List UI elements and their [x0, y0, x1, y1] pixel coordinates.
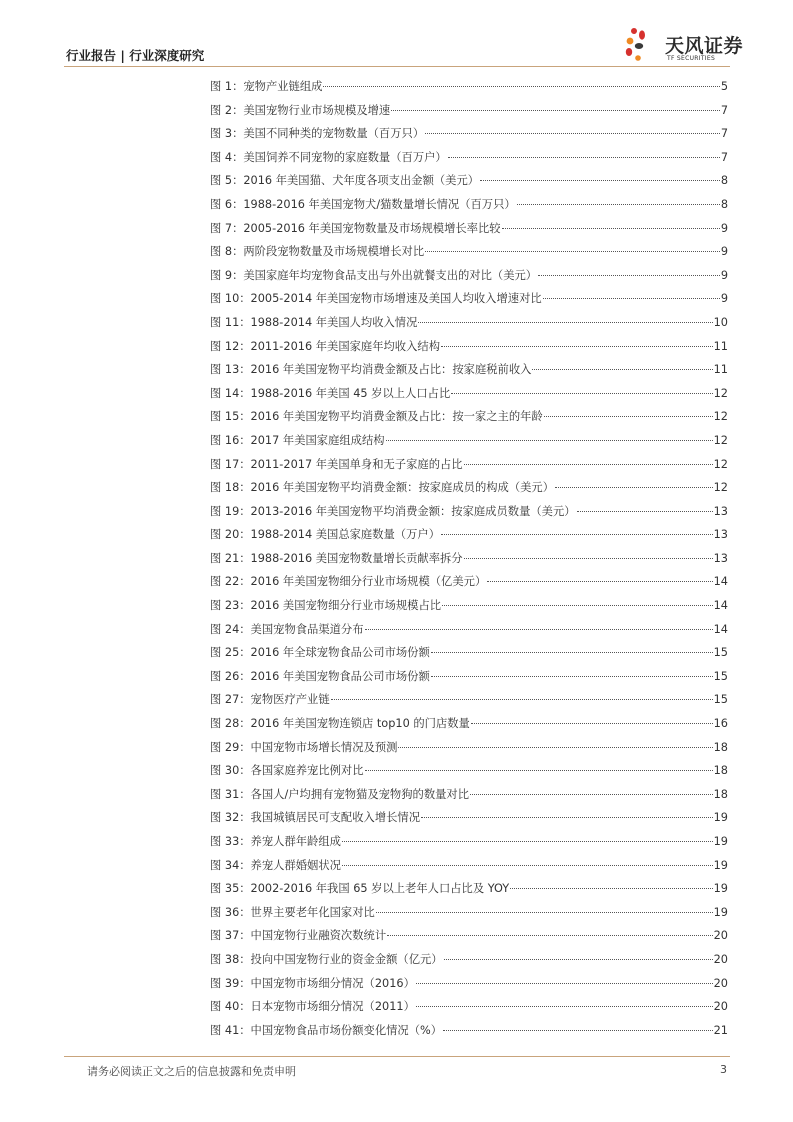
- toc-entry-title[interactable]: 图 27：宠物医疗产业链: [210, 693, 330, 707]
- toc-entry-page[interactable]: 12: [713, 457, 728, 471]
- toc-entry-title[interactable]: 图 12：2011-2016 年美国家庭年均收入结构: [210, 339, 440, 353]
- toc-entry-page[interactable]: 10: [713, 315, 728, 329]
- toc-entry[interactable]: [210, 193, 728, 217]
- toc-entry-page[interactable]: 19: [713, 905, 728, 919]
- toc-entry-page[interactable]: 21: [713, 1023, 728, 1037]
- header-divider: [64, 66, 730, 67]
- toc-entry-title[interactable]: 图 7：2005-2016 年美国宠物数量及市场规模增长率比较: [210, 221, 501, 235]
- toc-entry-page[interactable]: 16: [713, 717, 728, 731]
- toc-leader-dots: [470, 794, 713, 795]
- toc-entry[interactable]: [210, 641, 728, 665]
- toc-entry-page[interactable]: 14: [713, 575, 728, 589]
- toc-entry-title[interactable]: 图 40：日本宠物市场细分情况（2011）: [210, 1000, 415, 1014]
- toc-entry[interactable]: [210, 429, 728, 453]
- toc-entry-title[interactable]: 图 17：2011-2017 年美国单身和无子家庭的占比: [210, 457, 463, 471]
- toc-entry-title[interactable]: 图 26：2016 年美国宠物食品公司市场份额: [210, 669, 430, 683]
- toc-entry-page[interactable]: 12: [713, 410, 728, 424]
- toc-leader-dots: [398, 747, 712, 748]
- toc-entry-page[interactable]: 12: [713, 386, 728, 400]
- toc-entry[interactable]: [210, 948, 728, 972]
- toc-entry-page[interactable]: 9: [720, 221, 728, 235]
- toc-entry[interactable]: [210, 830, 728, 854]
- toc-entry[interactable]: [210, 169, 728, 193]
- toc-entry-page[interactable]: 18: [713, 764, 728, 778]
- toc-entry-title[interactable]: 图 23：2016 美国宠物细分行业市场规模占比: [210, 599, 442, 613]
- toc-leader-dots: [443, 1030, 713, 1031]
- toc-leader-dots: [425, 251, 720, 252]
- toc-entry[interactable]: [210, 736, 728, 760]
- toc-entry-title[interactable]: 图 34：养宠人群婚姻状况: [210, 858, 341, 872]
- toc-leader-dots: [532, 369, 712, 370]
- toc-entry-title[interactable]: 图 20：1988-2014 美国总家庭数量（万户）: [210, 528, 440, 542]
- toc-entry[interactable]: [210, 358, 728, 382]
- toc-entry-page[interactable]: 5: [720, 80, 728, 93]
- toc-entry-title[interactable]: 图 33：养宠人群年龄组成: [210, 835, 341, 848]
- toc-entry-page[interactable]: 20: [713, 929, 728, 943]
- toc-leader-dots: [418, 322, 712, 323]
- toc-entry-title[interactable]: 图 28：2016 年美国宠物连锁店 top10 的门店数量: [210, 717, 470, 731]
- toc-leader-dots: [441, 534, 713, 535]
- toc-entry[interactable]: [210, 570, 728, 594]
- report-category: 行业报告 | 行业深度研究: [66, 48, 205, 63]
- toc-entry-title[interactable]: 图 5：2016 年美国猫、犬年度各项支出金额（美元）: [210, 174, 480, 188]
- toc-entry[interactable]: [210, 217, 728, 241]
- toc-entry-title[interactable]: 图 1：宠物产业链组成: [210, 80, 323, 93]
- toc-entry-title[interactable]: 图 36：世界主要老年化国家对比: [210, 905, 375, 919]
- toc-entry-page[interactable]: 9: [720, 245, 728, 259]
- figure-index: [210, 75, 728, 1042]
- toc-leader-dots: [387, 935, 713, 936]
- toc-entry[interactable]: [210, 523, 728, 547]
- toc-leader-dots: [444, 959, 713, 960]
- toc-leader-dots: [421, 817, 713, 818]
- toc-leader-dots: [431, 676, 713, 677]
- toc-entry-page[interactable]: 7: [720, 150, 728, 164]
- toc-entry[interactable]: [210, 783, 728, 807]
- toc-entry[interactable]: [210, 972, 728, 996]
- toc-entry-page[interactable]: 15: [713, 646, 728, 660]
- toc-entry[interactable]: [210, 759, 728, 783]
- toc-entry[interactable]: [210, 547, 728, 571]
- toc-leader-dots: [471, 723, 713, 724]
- toc-entry[interactable]: [210, 806, 728, 830]
- toc-entry-title[interactable]: 图 11：1988-2014 年美国人均收入情况: [210, 315, 418, 329]
- toc-leader-dots: [342, 841, 713, 842]
- toc-leader-dots: [577, 511, 713, 512]
- toc-entry[interactable]: [210, 405, 728, 429]
- toc-leader-dots: [510, 888, 712, 889]
- toc-leader-dots: [425, 133, 720, 134]
- toc-entry-title[interactable]: 图 10：2005-2014 年美国宠物市场增速及美国人均收入增速对比: [210, 292, 542, 306]
- toc-leader-dots: [442, 605, 713, 606]
- toc-entry-page[interactable]: 14: [713, 599, 728, 613]
- toc-leader-dots: [543, 298, 720, 299]
- toc-entry[interactable]: [210, 476, 728, 500]
- toc-entry-title[interactable]: 图 24：美国宠物食品渠道分布: [210, 622, 364, 636]
- toc-leader-dots: [391, 110, 720, 111]
- toc-entry[interactable]: [210, 335, 728, 359]
- toc-entry-page[interactable]: 13: [713, 504, 728, 518]
- toc-entry-page[interactable]: 8: [720, 174, 728, 188]
- toc-entry[interactable]: [210, 240, 728, 264]
- toc-leader-dots: [502, 228, 720, 229]
- toc-entry[interactable]: [210, 665, 728, 689]
- toc-leader-dots: [487, 581, 712, 582]
- toc-leader-dots: [342, 865, 713, 866]
- toc-leader-dots: [441, 346, 713, 347]
- toc-entry-page[interactable]: 19: [713, 811, 728, 825]
- toc-leader-dots: [416, 1006, 713, 1007]
- toc-leader-dots: [376, 912, 713, 913]
- toc-entry[interactable]: [210, 453, 728, 477]
- toc-leader-dots: [544, 416, 713, 417]
- toc-leader-dots: [431, 652, 713, 653]
- toc-entry[interactable]: [210, 877, 728, 901]
- toc-entry-title[interactable]: 图 9：美国家庭年均宠物食品支出与外出就餐支出的对比（美元）: [210, 268, 538, 282]
- toc-entry-title[interactable]: 图 25：2016 年全球宠物食品公司市场份额: [210, 646, 430, 660]
- toc-entry-title[interactable]: 图 3：美国不同种类的宠物数量（百万只）: [210, 127, 425, 141]
- toc-entry-title[interactable]: 图 2：美国宠物行业市场规模及增速: [210, 103, 391, 117]
- toc-leader-dots: [365, 629, 713, 630]
- footer-divider: [64, 1056, 730, 1057]
- toc-entry-page[interactable]: 15: [713, 669, 728, 683]
- toc-entry-title[interactable]: 图 41：中国宠物食品市场份额变化情况（%）: [210, 1023, 443, 1037]
- toc-entry[interactable]: [210, 594, 728, 618]
- toc-entry-page[interactable]: 11: [713, 339, 728, 353]
- toc-leader-dots: [464, 464, 713, 465]
- toc-entry[interactable]: [210, 618, 728, 642]
- toc-entry-page[interactable]: 11: [713, 363, 728, 377]
- toc-entry-page[interactable]: 9: [720, 268, 728, 282]
- toc-entry-page[interactable]: 18: [713, 740, 728, 754]
- toc-entry-page[interactable]: 8: [720, 197, 728, 211]
- toc-entry-page[interactable]: 7: [720, 103, 728, 117]
- toc-entry-page[interactable]: 19: [713, 858, 728, 872]
- toc-entry[interactable]: [210, 264, 728, 288]
- toc-entry-title[interactable]: 图 16：2017 年美国家庭组成结构: [210, 433, 385, 447]
- toc-leader-dots: [386, 440, 713, 441]
- toc-entry-title[interactable]: 图 31：各国人/户均拥有宠物猫及宠物狗的数量对比: [210, 787, 470, 801]
- toc-leader-dots: [416, 983, 713, 984]
- page-number: 3: [720, 1063, 727, 1076]
- toc-entry-page[interactable]: 15: [713, 693, 728, 707]
- footer-disclaimer: 请务必阅读正文之后的信息披露和免责申明: [87, 1065, 296, 1078]
- toc-leader-dots: [517, 204, 720, 205]
- toc-leader-dots: [555, 487, 713, 488]
- toc-entry-page[interactable]: 14: [713, 622, 728, 636]
- company-logo: [620, 22, 744, 72]
- toc-entry-title[interactable]: 图 37：中国宠物行业融资次数统计: [210, 929, 387, 943]
- toc-entry-page[interactable]: 19: [713, 835, 728, 848]
- toc-entry-title[interactable]: 图 32：我国城镇居民可支配收入增长情况: [210, 811, 421, 825]
- toc-entry-page[interactable]: 12: [713, 481, 728, 495]
- toc-leader-dots: [451, 393, 712, 394]
- toc-entry[interactable]: [210, 287, 728, 311]
- toc-entry-title[interactable]: 图 22：2016 年美国宠物细分行业市场规模（亿美元）: [210, 575, 487, 589]
- toc-entry[interactable]: [210, 712, 728, 736]
- toc-entry-title[interactable]: 图 18：2016 年美国宠物平均消费金额：按家庭成员的构成（美元）: [210, 481, 555, 495]
- toc-entry-title[interactable]: 图 39：中国宠物市场细分情况（2016）: [210, 976, 415, 990]
- toc-leader-dots: [365, 770, 713, 771]
- toc-entry-title[interactable]: 图 14：1988-2016 年美国 45 岁以上人口占比: [210, 386, 451, 400]
- toc-entry-page[interactable]: 20: [713, 952, 728, 966]
- toc-entry-title[interactable]: 图 19：2013-2016 年美国宠物平均消费金额：按家庭成员数量（美元）: [210, 504, 576, 518]
- toc-leader-dots: [331, 699, 713, 700]
- toc-entry-page[interactable]: 13: [713, 551, 728, 565]
- toc-entry-title[interactable]: 图 38：投向中国宠物行业的资金金额（亿元）: [210, 952, 443, 966]
- toc-entry-page[interactable]: 9: [720, 292, 728, 306]
- toc-leader-dots: [464, 558, 713, 559]
- toc-entry-page[interactable]: 18: [713, 787, 728, 801]
- toc-entry[interactable]: [210, 99, 728, 123]
- toc-leader-dots: [448, 157, 720, 158]
- toc-entry[interactable]: [210, 122, 728, 146]
- toc-leader-dots: [323, 86, 719, 87]
- toc-entry-page[interactable]: 13: [713, 528, 728, 542]
- toc-entry-page[interactable]: 20: [713, 976, 728, 990]
- toc-entry-title[interactable]: 图 30：各国家庭养宠比例对比: [210, 764, 364, 778]
- logo-flower-icon: [620, 22, 664, 66]
- toc-entry-title[interactable]: 图 29：中国宠物市场增长情况及预测: [210, 740, 398, 754]
- toc-entry[interactable]: [210, 688, 728, 712]
- logo-wordmark: 天风证券: [665, 35, 744, 57]
- toc-entry-page[interactable]: 20: [713, 1000, 728, 1014]
- toc-entry[interactable]: [210, 500, 728, 524]
- toc-entry-title[interactable]: 图 6：1988-2016 年美国宠物犬/猫数量增长情况（百万只）: [210, 197, 516, 211]
- toc-entry-title[interactable]: 图 8：两阶段宠物数量及市场规模增长对比: [210, 245, 425, 259]
- toc-entry-title[interactable]: 图 35：2002-2016 年我国 65 岁以上老年人口占比及 YOY: [210, 882, 510, 896]
- toc-entry-title[interactable]: 图 4：美国饲养不同宠物的家庭数量（百万户）: [210, 150, 447, 164]
- toc-entry[interactable]: [210, 1019, 728, 1043]
- toc-entry[interactable]: [210, 854, 728, 878]
- toc-entry-title[interactable]: 图 15：2016 年美国宠物平均消费金额及占比：按一家之主的年龄: [210, 410, 543, 424]
- toc-entry-page[interactable]: 19: [713, 882, 728, 896]
- toc-entry-title[interactable]: 图 13：2016 年美国宠物平均消费金额及占比：按家庭税前收入: [210, 363, 532, 377]
- toc-entry[interactable]: [210, 901, 728, 925]
- toc-leader-dots: [480, 180, 720, 181]
- logo-subtitle: TF SECURITIES: [667, 55, 716, 62]
- toc-entry[interactable]: [210, 924, 728, 948]
- toc-entry-title[interactable]: 图 21：1988-2016 美国宠物数量增长贡献率拆分: [210, 551, 463, 565]
- toc-entry-page[interactable]: 7: [720, 127, 728, 141]
- toc-leader-dots: [538, 275, 720, 276]
- toc-entry[interactable]: [210, 382, 728, 406]
- toc-entry[interactable]: [210, 995, 728, 1019]
- toc-entry[interactable]: [210, 311, 728, 335]
- toc-entry-page[interactable]: 12: [713, 433, 728, 447]
- toc-entry[interactable]: [210, 146, 728, 170]
- toc-entry[interactable]: [210, 75, 728, 99]
